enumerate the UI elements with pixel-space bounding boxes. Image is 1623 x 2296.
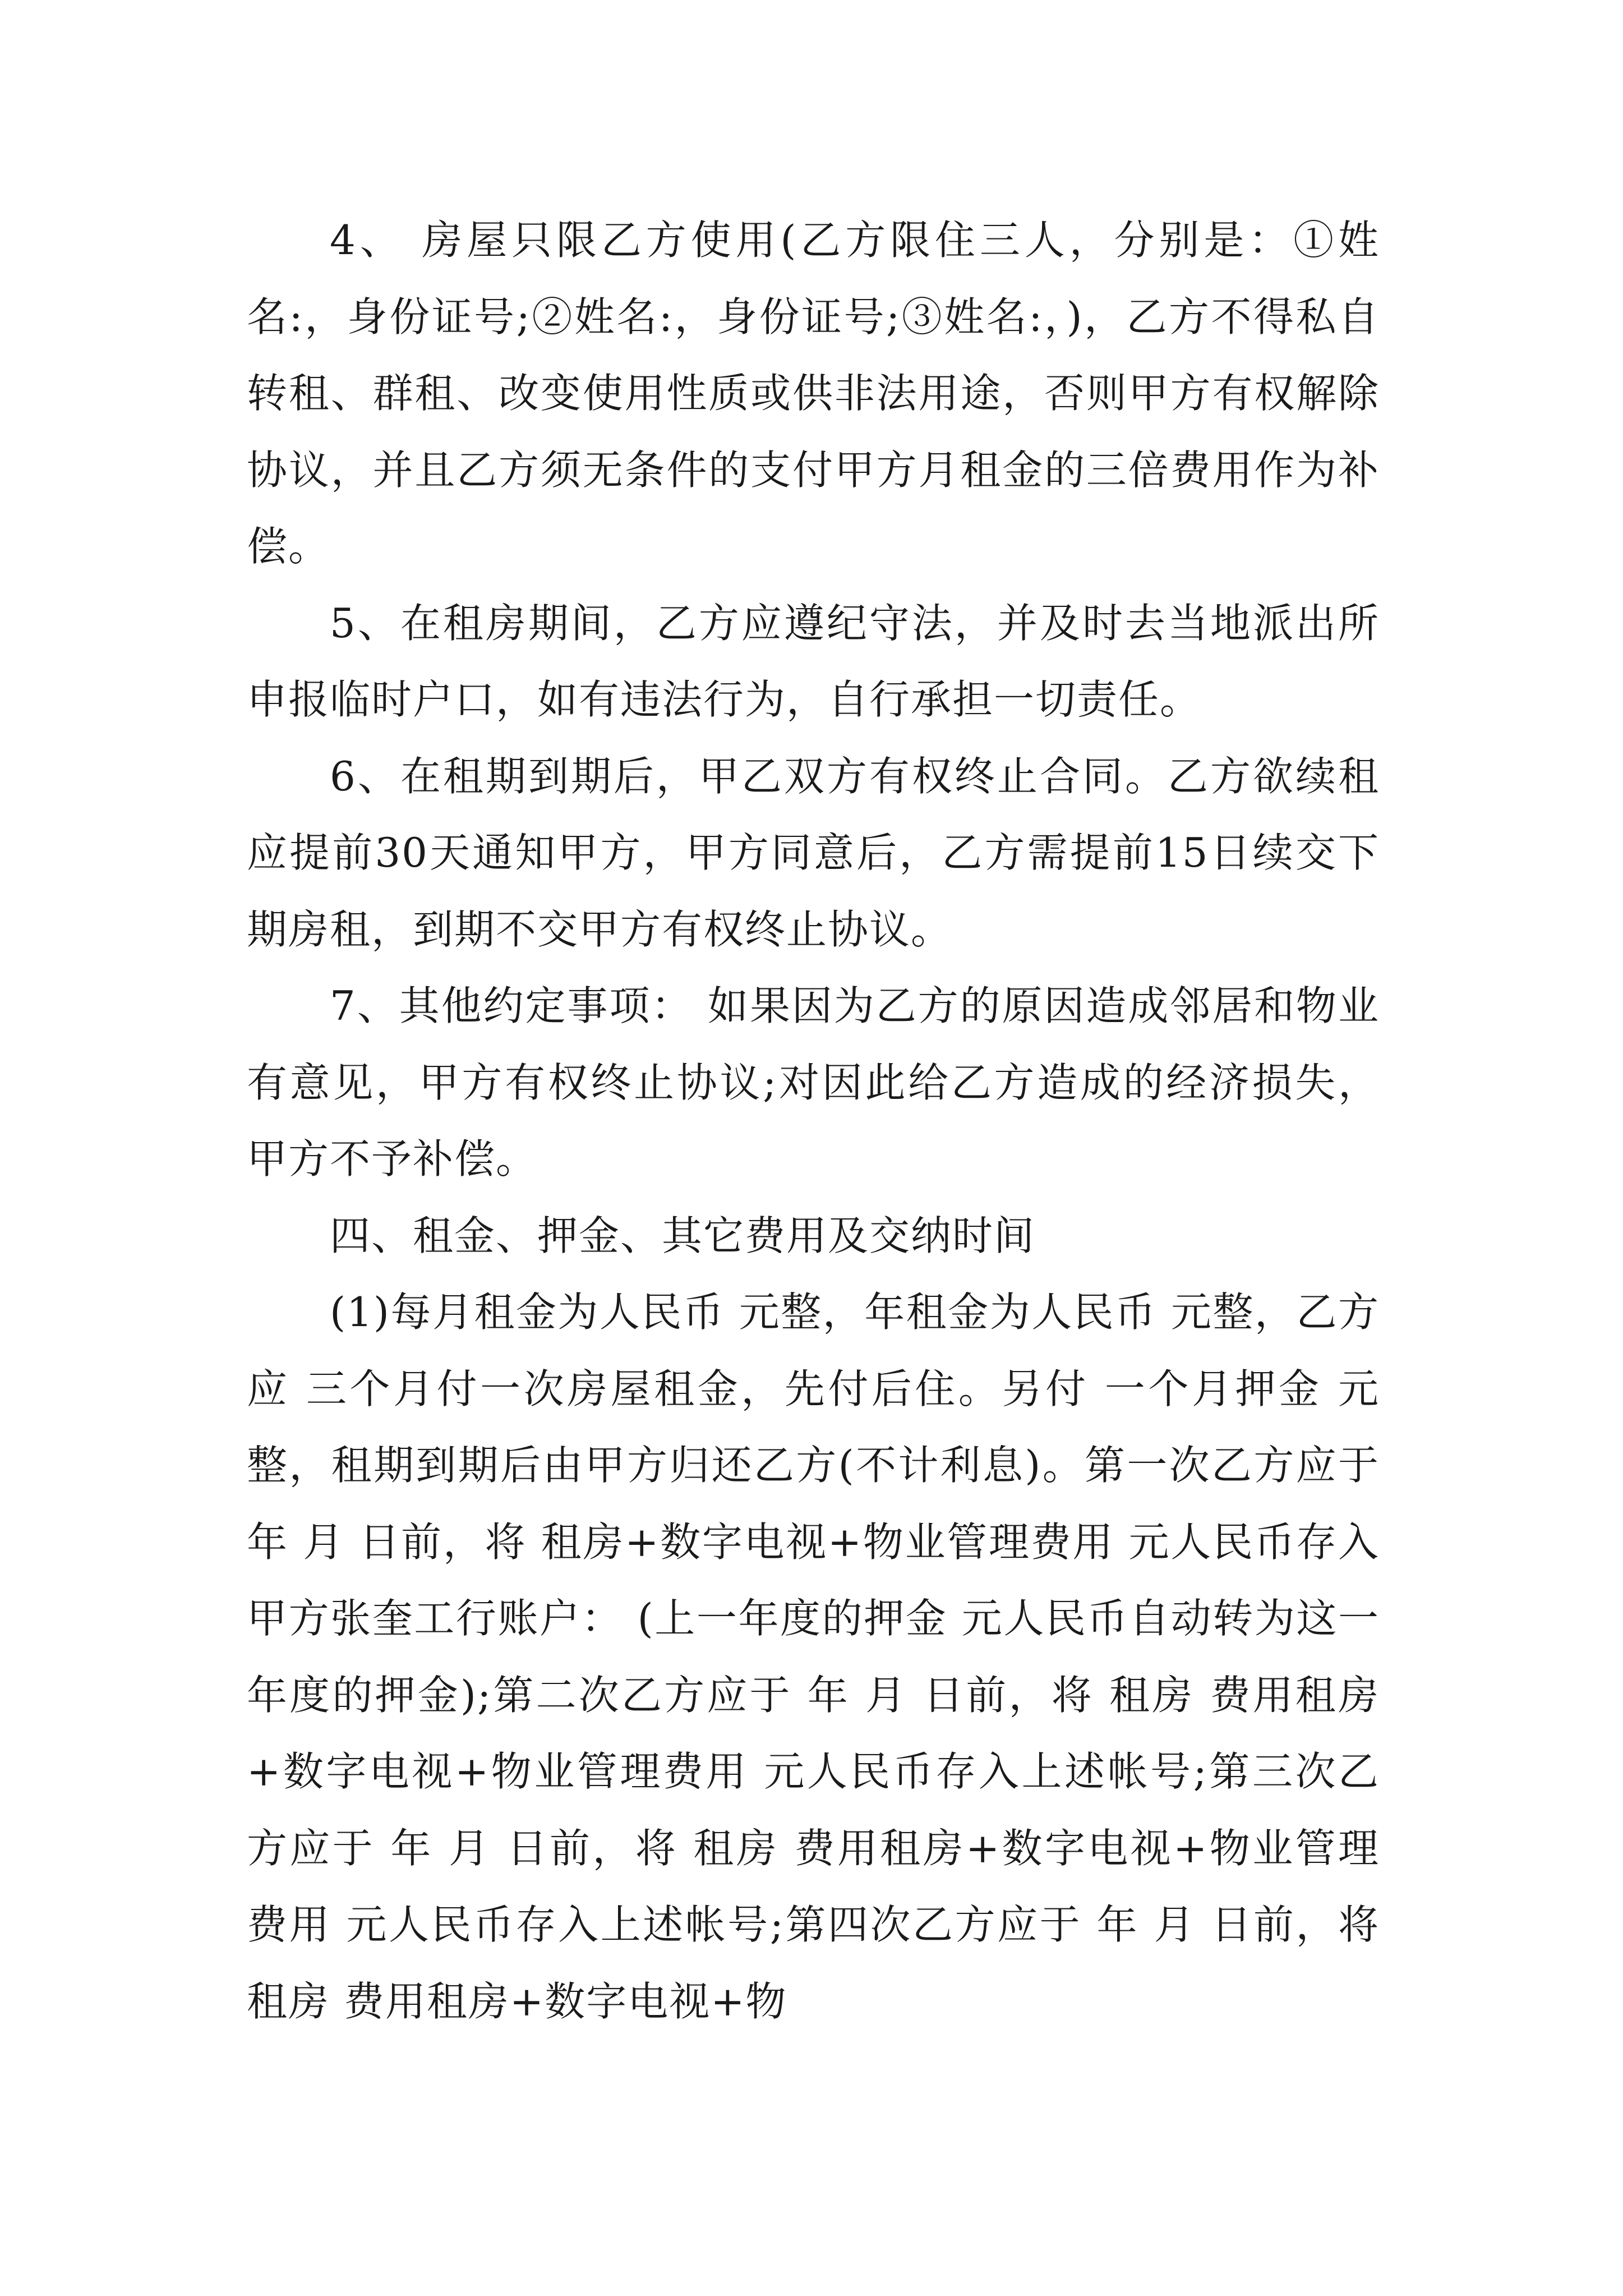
clause-5-paragraph: 5、在租房期间，乙方应遵纪守法，并及时去当地派出所申报临时户口，如有违法行为，自行承担一切责任。 xyxy=(247,599,1380,723)
clause-7-paragraph: 7、其他约定事项： 如果因为乙方的原因造成邻居和物业有意见，甲方有权终止协议;对因此给乙方造成的经济损失，甲方不予补偿。 xyxy=(247,982,1380,1182)
document-body xyxy=(247,202,1394,2040)
rent-payment-paragraph: (1)每月租金为人民币 元整，年租金为人民币 元整，乙方应 三个月付一次房屋租金，先付后住。另付 一个月押金 元整，租期到期后由甲方归还乙方(不计利息)。第一次乙方应于 年 月 日前，将 租房+数字电视+物业管理费用 元人民币存入甲方张奎工行账户： (上一年度的押金 元人民币自动转为这一年度的押金);第二次乙方应于 年 月 日前，将 租房 费用租房+数字电视+物业管理费用 元人民币存入上述帐号;第三次乙方应于 年 月 日前，将 租房 费用租房+数字电视+物业管理费用 元人民币存入上述帐号;第四次乙方应于 年 月 日前，将 租房 费用租房+数字电视+物 xyxy=(247,1289,1394,2025)
clause-6-paragraph: 6、在租期到期后，甲乙双方有权终止合同。乙方欲续租应提前30天通知甲方，甲方同意后，乙方需提前15日续交下期房租，到期不交甲方有权终止协议。 xyxy=(247,752,1380,953)
section-4-heading: 四、租金、押金、其它费用及交纳时间 xyxy=(330,1212,1036,1259)
clause-4-paragraph: 4、 房屋只限乙方使用(乙方限住三人，分别是：①姓名:，身份证号;②姓名:，身份证号;③姓名:，)，乙方不得私自转租、群租、改变使用性质或供非法用途，否则甲方有权解除协议，并且乙方须无条件的支付甲方月租金的三倍费用作为补偿。 xyxy=(247,217,1380,570)
